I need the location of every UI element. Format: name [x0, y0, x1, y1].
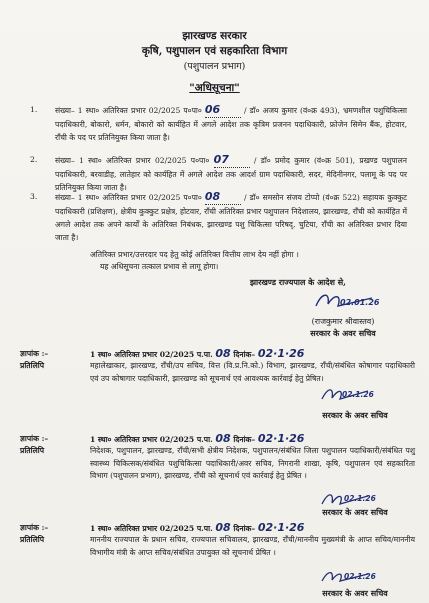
memo-label: ज्ञापांक :–	[20, 434, 49, 443]
memo-copy-label: प्रतिलिपि	[20, 446, 45, 455]
handwritten-number: 06	[204, 103, 221, 116]
memo-1-initial: 02.1.26	[342, 390, 374, 399]
memo-label: ज्ञापांक :–	[20, 349, 49, 358]
notification-item-3	[30, 190, 410, 250]
document-title: "अधिसूचना"	[189, 82, 240, 94]
memo-3-designation: सरकार के अवर सचिव	[322, 588, 388, 598]
memo-3	[20, 522, 415, 572]
handwritten-number: 08	[215, 347, 231, 360]
signatory-designation: सरकार के अवर सचिव	[310, 328, 376, 338]
memo-copy-label: प्रतिलिपि	[20, 535, 45, 544]
signature-date: 02.01.26	[340, 298, 380, 307]
handwritten-date: 02·1·26	[257, 521, 305, 534]
memo-ref: 1 स्था० अतिरिक्त प्रभार 02/2025 प.पा. 08 दिनांक– 02·1·26	[90, 521, 305, 534]
memo-ref: 1 स्था० अतिरिक्त प्रभार 02/2025 प.पा. 08 दिनांक– 02·1·26	[90, 432, 305, 445]
item-number: 2.	[30, 155, 38, 164]
memo-text: महालेखाकार, झारखण्ड, राँची/उप सचिव, वित्त (वि.प्र.नि.को.) विभाग, झारखण्ड, राँची/संबंधित कोषागार पदाधिकारी एवं उप कोषागार पदाधिकारी, झारखण्ड को सूचनार्थ एवं आवश्यक कार्रवाई हेतु प्रेषित।	[90, 361, 415, 383]
order-line: झारखण्ड राज्यपाल के आदेश से,	[250, 277, 346, 287]
memo-text: माननीय राज्यपाल के प्रधान सचिव, राज्यपाल सचिवालय, झारखण्ड, राँची/माननीय मुख्यमंत्री के आप्त सचिव/माननीय विभागीय मंत्री के आप्त सचिव/संबंधित उपायुक्त को सूचनार्थ प्रेषित ।	[90, 535, 415, 557]
memo-3-initial: 02.1.26	[344, 572, 376, 581]
memo-label: ज्ञापांक :–	[20, 523, 49, 532]
item-body: संख्या– 1 स्था० अतिरिक्त प्रभार 02/2025 प०पा० 06 / डॉ० अजय कुमार (वं०क्र 493), भ्रमणशील पशुचिकित्सा पदाधिकारी, बोकारो, धर्मन, बोकारो को कार्यहित में अगले आदेश तक कृत्रिम प्रजनन पदाधिकारी, फ्रोजेन सिमेन बैंक, होटवार, राँची के पद पर प्रतिनियुक्त किया जाता है।	[55, 103, 407, 142]
note-effect: यह अधिसूचना तत्काल प्रभाव से लागू होगा।	[100, 262, 219, 271]
handwritten-date: 02·1·26	[257, 432, 305, 445]
handwritten-number: 07	[213, 153, 229, 166]
handwritten-number: 08	[215, 432, 231, 445]
govt-name: झारखण्ड सरकार	[182, 30, 247, 42]
note-financial: अतिरिक्त प्रभार/उत्तरदार पद हेतु कोई अतिरिक्त वित्तीय लाभ देय नहीं होगा ।	[90, 250, 299, 259]
memo-text: निदेशक, पशुपालन, झारखण्ड, राँची/सभी क्षेत्रीय निदेशक, पशुपालन/संबंधित जिला पशुपालन पदाधिकारी/संबंधित पशु स्वास्थ्य चिकित्सक/संबंधित पशुचिकित्सा पदाधिकारी/अवर सचिव, निगरानी शाखा, कृषि, पशुपालन एवं सहकारिता विभाग (पशुपालन प्रभाग), झारखण्ड, राँची को सूचनार्थ एवं कार्रवाई हेतु प्रेषित ।	[90, 446, 415, 480]
memo-2-initial: 02.1.26	[344, 494, 376, 503]
memo-1-designation: सरकार के अवर सचिव	[322, 410, 388, 420]
handwritten-number: 08	[204, 190, 221, 203]
handwritten-number: 08	[215, 521, 231, 534]
item-number: 1.	[30, 105, 38, 114]
memo-2-designation: सरकार के अवर सचिव	[322, 507, 388, 517]
handwritten-date: 02·1·26	[257, 347, 305, 360]
signatory-name: (राजकुमार श्रीवास्तव)	[311, 317, 375, 326]
memo-copy-label: प्रतिलिपि	[20, 361, 45, 370]
item-body: संख्या– 1 स्था० अतिरिक्त प्रभार 02/2025 प०पा० 08 / डॉ० समसोन संजय टोप्पो (वं०क्र 522) सहायक कुक्कुट पदाधिकारी (प्रशिक्षण), क्षेत्रीय कुक्कुट प्रक्षेत्र, होटवार, राँची अतिरिक्त प्रभार पशुपालन निदेशालय, झारखण्ड, राँची को कार्यहित में अगले आदेश तक अपने कार्यों के अतिरिक्त निबंधक, झारखण्ड पशु चिकित्सा परिषद्, चुटिया, राँची का अतिरिक्त प्रभार दिया जाता है।	[55, 190, 407, 242]
item-number: 3.	[30, 192, 38, 201]
department-name: कृषि, पशुपालन एवं सहकारिता विभाग	[141, 45, 288, 57]
notification-item-1	[30, 103, 410, 148]
division-name: (पशुपालन प्रभाग)	[183, 61, 246, 72]
item-body: संख्या– 1 स्था० अतिरिक्त प्रभार 02/2025 प०पा० 07 / डॉ० प्रमोद कुमार (वं०क्र 501), प्रखण्ड पशुपालन पदाधिकारी, बरवाडीह, लातेहार को कार्यहित में अगले आदेश तक आदर्श ग्राम पदाधिकारी, सदर, मेदिनीनगर, पलामू के पद पर प्रतिनियुक्त किया जाता है।	[55, 153, 408, 192]
memo-ref: 1 स्था० अतिरिक्त प्रभार 02/2025 प.पा. 08 दिनांक– 02·1·26	[90, 347, 305, 360]
